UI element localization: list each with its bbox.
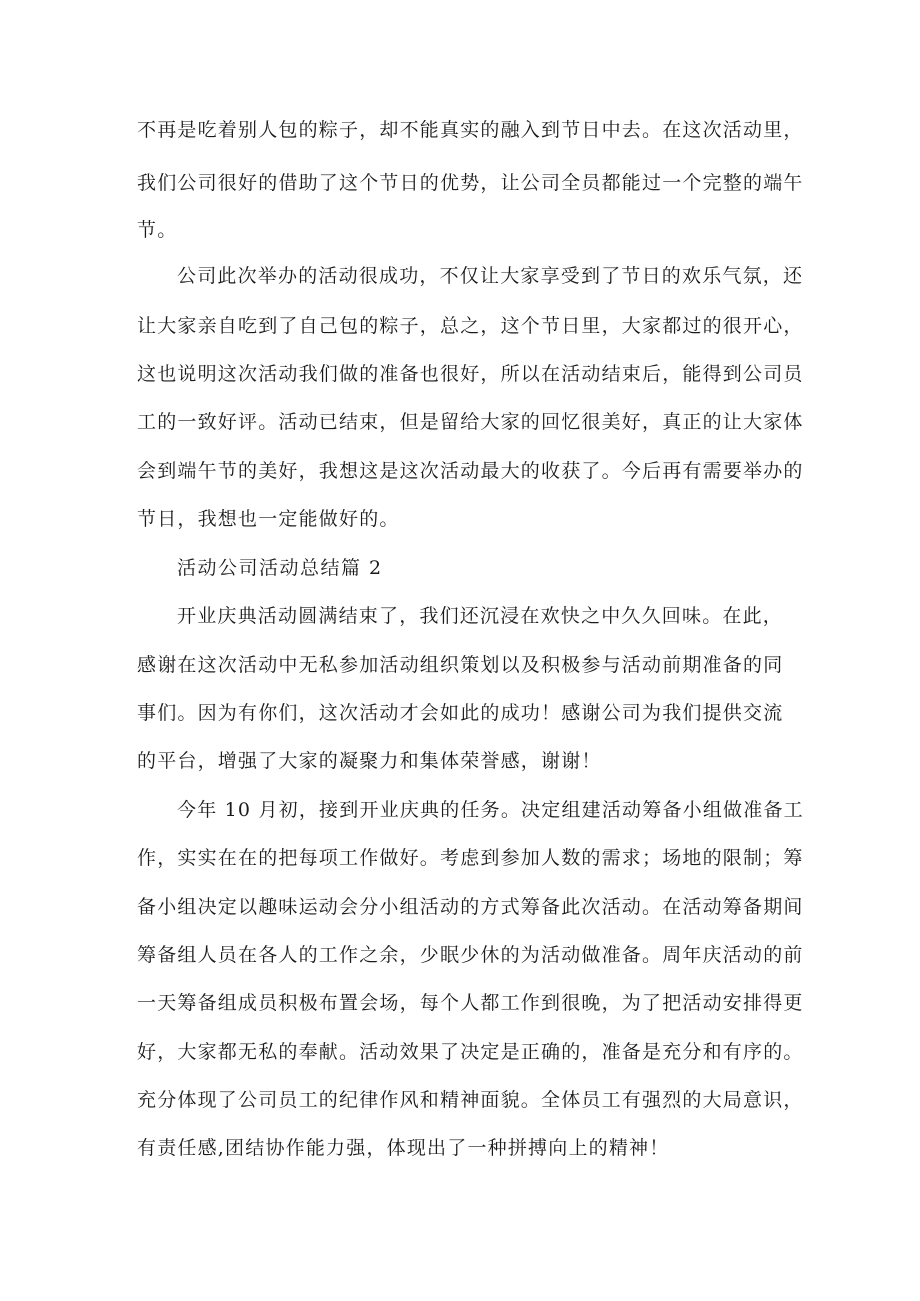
paragraph-4-line-4: 筹备组人员在各人的工作之余，少眠少休的为活动做准备。周年庆活动的前 [137,944,804,966]
paragraph-4-line-1: 今年 10 月初，接到开业庆典的任务。决定组建活动筹备小组做准备工 [177,799,804,821]
paragraph-4-line-7: 充分体现了公司员工的纪律作风和精神面貌。全体员工有强烈的大局意识， [137,1089,804,1111]
paragraph-1-line-1: 不再是吃着别人包的粽子，却不能真实的融入到节日中去。在这次活动里， [137,119,804,141]
paragraph-4-line-6: 好，大家都无私的奉献。活动效果了决定是正确的，准备是充分和有序的。 [137,1041,804,1063]
paragraph-2-line-3: 这也说明这次活动我们做的准备也很好，所以在活动结束后，能得到公司员 [137,363,804,385]
paragraph-3-line-4: 的平台，增强了大家的凝聚力和集体荣誉感，谢谢！ [137,750,602,772]
paragraph-2-line-1: 公司此次举办的活动很成功，不仅让大家享受到了节日的欢乐气氛，还 [177,265,804,287]
paragraph-3-line-3: 事们。因为有你们，这次活动才会如此的成功！感谢公司为我们提供交流 [137,702,784,724]
paragraph-1-line-3: 节。 [137,219,178,241]
paragraph-2-line-2: 让大家亲自吃到了自己包的粽子，总之，这个节日里，大家都过的很开心， [137,315,804,337]
paragraph-4-line-3: 备小组决定以趣味运动会分小组活动的方式筹备此次活动。在活动筹备期间 [137,896,804,918]
paragraph-4-line-8: 有责任感,团结协作能力强，体现出了一种拼搏向上的精神！ [137,1137,670,1159]
paragraph-2-line-4: 工的一致好评。活动已结束，但是留给大家的回忆很美好，真正的让大家体 [137,411,804,433]
paragraph-4-line-5: 一天筹备组成员积极布置会场，每个人都工作到很晚，为了把活动安排得更 [137,992,804,1014]
paragraph-3-line-1: 开业庆典活动圆满结束了，我们还沉浸在欢快之中久久回味。在此， [177,605,784,627]
paragraph-2-line-6: 节日，我想也一定能做好的。 [137,508,400,530]
paragraph-4-line-2: 作，实实在在的把每项工作做好。考虑到参加人数的需求；场地的限制；筹 [137,847,804,869]
paragraph-2-line-5: 会到端午节的美好，我想这是这次活动最大的收获了。今后再有需要举办的 [137,460,804,482]
paragraph-3-line-2: 感谢在这次活动中无私参加活动组织策划以及积极参与活动前期准备的同 [137,654,784,676]
paragraph-1-line-2: 我们公司很好的借助了这个节日的优势，让公司全员都能过一个完整的端午 [137,172,804,194]
section-heading: 活动公司活动总结篇 2 [177,557,383,579]
